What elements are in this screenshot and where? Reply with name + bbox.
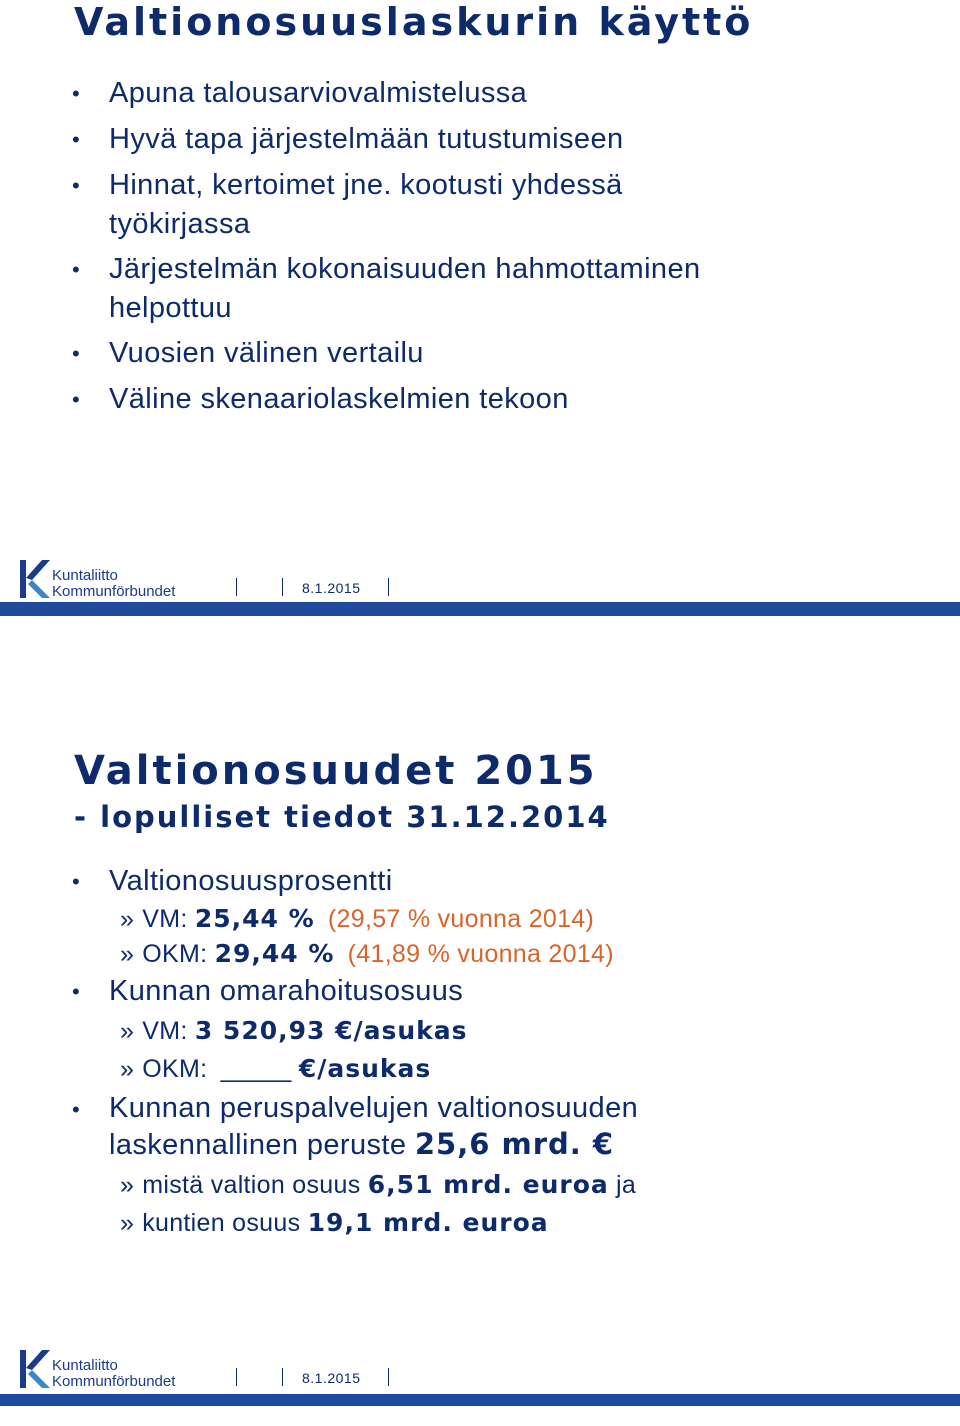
bullet-text [109, 1090, 709, 1163]
bullet-dot-icon: • [72, 257, 81, 282]
slide-2 [0, 700, 960, 1414]
bullet-dot-icon: • [72, 869, 81, 894]
kuntaliitto-k-icon [20, 1346, 50, 1392]
sub-label: OKM: [142, 940, 208, 968]
bullet-text: Järjestelmän kokonaisuuden hahmottaminen helpottuu [109, 253, 701, 324]
footer-separator [236, 1368, 237, 1386]
footer-date: 8.1.2015 [302, 580, 361, 596]
sub-item [120, 1169, 636, 1201]
bullet-text: Apuna talousarviovalmistelussa [109, 77, 528, 109]
okm-previous-year: (41,89 % vuonna 2014) [347, 940, 614, 968]
bullet-text: Valtionosuusprosentti [109, 865, 393, 897]
sub-item [120, 938, 614, 970]
okm-blank: _____ [220, 1055, 292, 1083]
footer-date: 8.1.2015 [302, 1370, 361, 1386]
sub-text: kuntien osuus [142, 1209, 301, 1237]
bullet-3-text: Kunnan peruspalvelujen valtionosuuden laskennallinen peruste [109, 1092, 639, 1161]
bullet-text: Hyvä tapa järjestelmään tutustumiseen [109, 123, 624, 155]
slide-footer [0, 556, 960, 636]
logo-line-1: Kuntaliitto [52, 567, 118, 584]
kuntaliitto-logo [20, 556, 190, 606]
bullet-3-value: 25,6 mrd. € [414, 1127, 615, 1161]
footer-bar [0, 1394, 960, 1406]
bullet-dot-icon: • [72, 1097, 81, 1122]
bullet-dot-icon: • [72, 387, 81, 412]
bullet-dot-icon: • [72, 127, 81, 152]
sub-marker: » [120, 940, 135, 968]
slide-2-title: Valtionosuudet 2015 [74, 748, 598, 794]
sub-text: mistä valtion osuus [142, 1171, 361, 1199]
footer-separator [282, 1368, 283, 1386]
footer-separator [388, 578, 389, 596]
vm-percentage: 25,44 % [194, 904, 315, 933]
slide-1 [0, 0, 960, 640]
bullet-text: Väline skenaariolaskelmien tekoon [109, 383, 569, 415]
footer-separator [236, 578, 237, 596]
bullet-dot-icon: • [72, 979, 81, 1004]
municipal-share-value: 19,1 mrd. euroa [307, 1208, 549, 1237]
bullet-text: Hinnat, kertoimet jne. kootusti yhdessä työkirjassa [109, 169, 623, 240]
okm-omarahoitus-unit: €/asukas [298, 1054, 432, 1083]
bullet-text: Vuosien välinen vertailu [109, 337, 424, 369]
footer-separator [388, 1368, 389, 1386]
sub-tail: ja [616, 1171, 637, 1199]
vm-previous-year: (29,57 % vuonna 2014) [327, 905, 595, 933]
sub-marker: » [120, 905, 135, 933]
kuntaliitto-logo [20, 1346, 190, 1396]
logo-line-2: Kommunförbundet [52, 583, 176, 600]
logo-line-2: Kommunförbundet [52, 1373, 176, 1390]
footer-bar [0, 602, 960, 616]
sub-item [120, 1207, 549, 1239]
footer-separator [282, 578, 283, 596]
sub-marker: » [120, 1055, 135, 1083]
bullet-dot-icon: • [72, 81, 81, 106]
sub-marker: » [120, 1171, 135, 1199]
logo-line-1: Kuntaliitto [52, 1357, 118, 1374]
sub-item [120, 1015, 468, 1047]
sub-label: VM: [142, 905, 188, 933]
sub-label: VM: [142, 1017, 188, 1045]
slide-2-subtitle: - lopulliset tiedot 31.12.2014 [74, 800, 610, 834]
sub-item [120, 903, 594, 935]
kuntaliitto-k-icon [20, 556, 50, 602]
sub-label: OKM: [142, 1055, 208, 1083]
sub-marker: » [120, 1017, 135, 1045]
vm-omarahoitus-value: 3 520,93 €/asukas [194, 1016, 468, 1045]
bullet-text: Kunnan omarahoitusosuus [109, 975, 464, 1007]
slide-1-title: Valtionosuuslaskurin käyttö [74, 0, 754, 44]
sub-item [120, 1053, 431, 1085]
bullet-dot-icon: • [72, 173, 81, 198]
okm-percentage: 29,44 % [214, 939, 335, 968]
state-share-value: 6,51 mrd. euroa [367, 1170, 609, 1199]
bullet-dot-icon: • [72, 341, 81, 366]
sub-marker: » [120, 1209, 135, 1237]
slide-footer [0, 1346, 960, 1426]
